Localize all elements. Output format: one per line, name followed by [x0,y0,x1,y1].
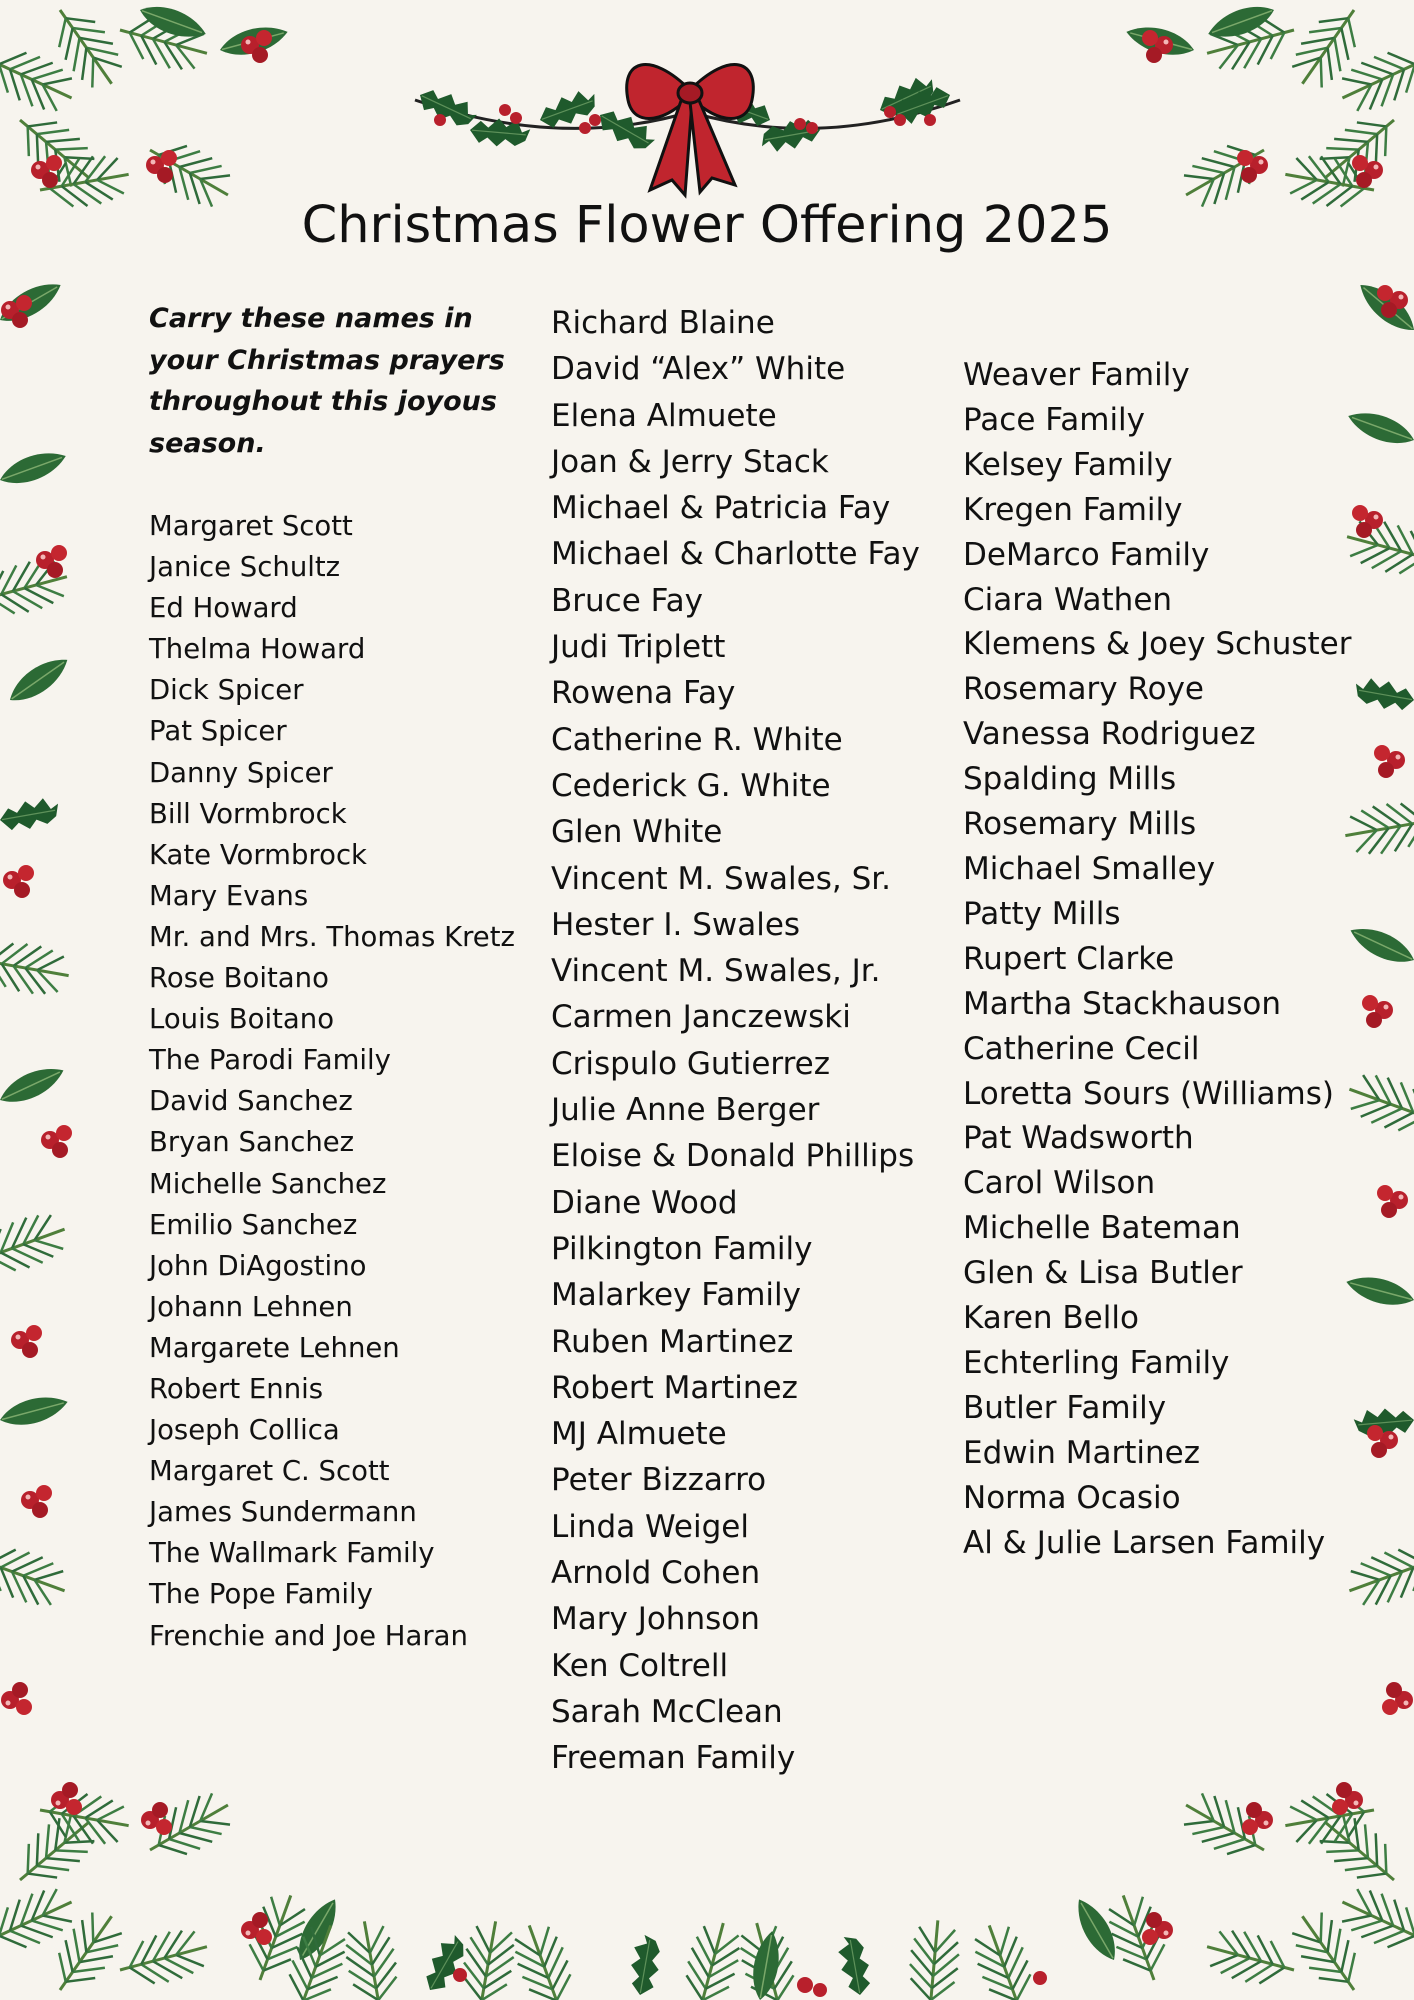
name-entry: Crispulo Gutierrez [551,1045,831,1082]
name-entry: James Sundermann [149,1496,417,1529]
name-entry: Dick Spicer [149,674,304,707]
name-entry: Kregen Family [963,491,1183,528]
name-entry: Pace Family [963,401,1146,438]
name-entry: Frenchie and Joe Haran [149,1619,468,1652]
name-entry: David “Alex” White [551,351,846,388]
name-entry: John DiAgostino [149,1249,367,1282]
name-entry: Rose Boitano [149,962,329,995]
name-entry: Louis Boitano [149,1003,335,1036]
name-entry: Margaret C. Scott [149,1455,390,1488]
name-entry: DeMarco Family [963,536,1210,573]
name-entry: Michael & Patricia Fay [551,490,891,527]
name-entry: Robert Martinez [551,1369,798,1406]
name-entry: Thelma Howard [149,633,366,666]
name-entry: Michelle Sanchez [149,1167,387,1200]
name-entry: Vincent M. Swales, Jr. [551,953,881,990]
name-entry: Butler Family [963,1389,1167,1426]
name-entry: Ciara Wathen [963,581,1173,618]
name-entry: Margaret Scott [149,510,353,542]
name-entry: Glen & Lisa Butler [963,1255,1243,1292]
name-entry: Mary Johnson [551,1601,760,1638]
name-entry: Janice Schultz [149,551,341,584]
names-column-1 [149,506,515,1657]
name-entry: Robert Ennis [149,1372,324,1405]
name-entry: Pilkington Family [551,1230,813,1267]
name-entry: Loretta Sours (Williams) [963,1075,1334,1112]
name-entry: Mary Evans [149,879,309,912]
name-entry: Pat Wadsworth [963,1120,1194,1157]
name-entry: Vincent M. Swales, Sr. [551,860,892,897]
name-entry: Norma Ocasio [963,1479,1181,1516]
name-entry: Mr. and Mrs. Thomas Kretz [149,920,515,953]
name-entry: Weaver Family [963,357,1190,393]
name-entry: Vanessa Rodriguez [963,716,1256,753]
name-entry: Echterling Family [963,1344,1230,1381]
name-entry: The Wallmark Family [149,1537,435,1570]
name-entry: Klemens & Joey Schuster [963,626,1352,663]
name-entry: Catherine R. White [551,721,843,758]
name-entry: Glen White [551,814,723,851]
name-entry: Bill Vormbrock [149,797,347,830]
name-entry: Arnold Cohen [551,1555,761,1592]
name-entry: Al & Julie Larsen Family [963,1524,1326,1561]
name-entry: Judi Triplett [551,629,726,666]
name-entry: Michael & Charlotte Fay [551,536,920,573]
name-entry: Julie Anne Berger [551,1092,820,1129]
name-entry: Spalding Mills [963,761,1177,798]
name-entry: Ruben Martinez [551,1323,794,1360]
name-entry: Michelle Bateman [963,1210,1241,1247]
name-entry: Johann Lehnen [149,1290,353,1323]
name-entry: Joseph Collica [149,1414,340,1447]
name-entry: Carmen Janczewski [551,999,851,1036]
name-entry: Rosemary Roye [963,671,1205,708]
name-entry: Edwin Martinez [963,1434,1200,1471]
name-entry: Karen Bello [963,1300,1139,1337]
names-column-2 [551,300,920,1782]
name-entry: Margarete Lehnen [149,1331,400,1364]
name-entry: The Parodi Family [149,1044,391,1077]
name-entry: Ed Howard [149,592,298,625]
name-entry: Bryan Sanchez [149,1126,355,1159]
name-entry: Cederick G. White [551,767,831,804]
name-entry: Catherine Cecil [963,1030,1200,1067]
name-entry: Bruce Fay [551,582,703,619]
name-entry: Martha Stackhauson [963,985,1282,1022]
name-entry: Freeman Family [551,1740,796,1777]
intro-text: Carry these names in your Christmas prayers throughout this joyous season. [149,303,505,459]
name-entry: Peter Bizzarro [551,1462,767,1499]
name-entry: Emilio Sanchez [149,1208,358,1241]
name-entry: The Pope Family [149,1578,373,1611]
name-entry: Diane Wood [551,1184,738,1221]
name-entry: Eloise & Donald Phillips [551,1138,915,1175]
name-entry: Kate Vormbrock [149,838,367,871]
name-entry: Rosemary Mills [963,806,1197,843]
name-entry: Linda Weigel [551,1508,749,1545]
name-entry: Sarah McClean [551,1693,783,1730]
name-entry: Malarkey Family [551,1277,801,1314]
name-entry: Pat Spicer [149,715,287,748]
name-entry: Michael Smalley [963,850,1216,887]
holly-garland [414,72,960,157]
name-entry: Joan & Jerry Stack [551,443,829,480]
name-entry: Danny Spicer [149,756,333,789]
page-title: Christmas Flower Offering 2025 [301,196,1113,255]
name-entry: MJ Almuete [551,1416,727,1453]
name-entry: Patty Mills [963,895,1121,932]
names-column-3 [963,353,1351,1565]
name-entry: Elena Almuete [551,397,777,434]
name-entry: Hester I. Swales [551,906,801,943]
name-entry: Ken Coltrell [551,1647,729,1684]
name-entry: Carol Wilson [963,1165,1156,1202]
name-entry: Rupert Clarke [963,940,1175,977]
name-entry: Rowena Fay [551,675,736,712]
name-entry: David Sanchez [149,1085,353,1118]
red-bow-icon [627,65,754,195]
name-entry: Kelsey Family [963,446,1173,483]
name-entry: Richard Blaine [551,305,775,341]
